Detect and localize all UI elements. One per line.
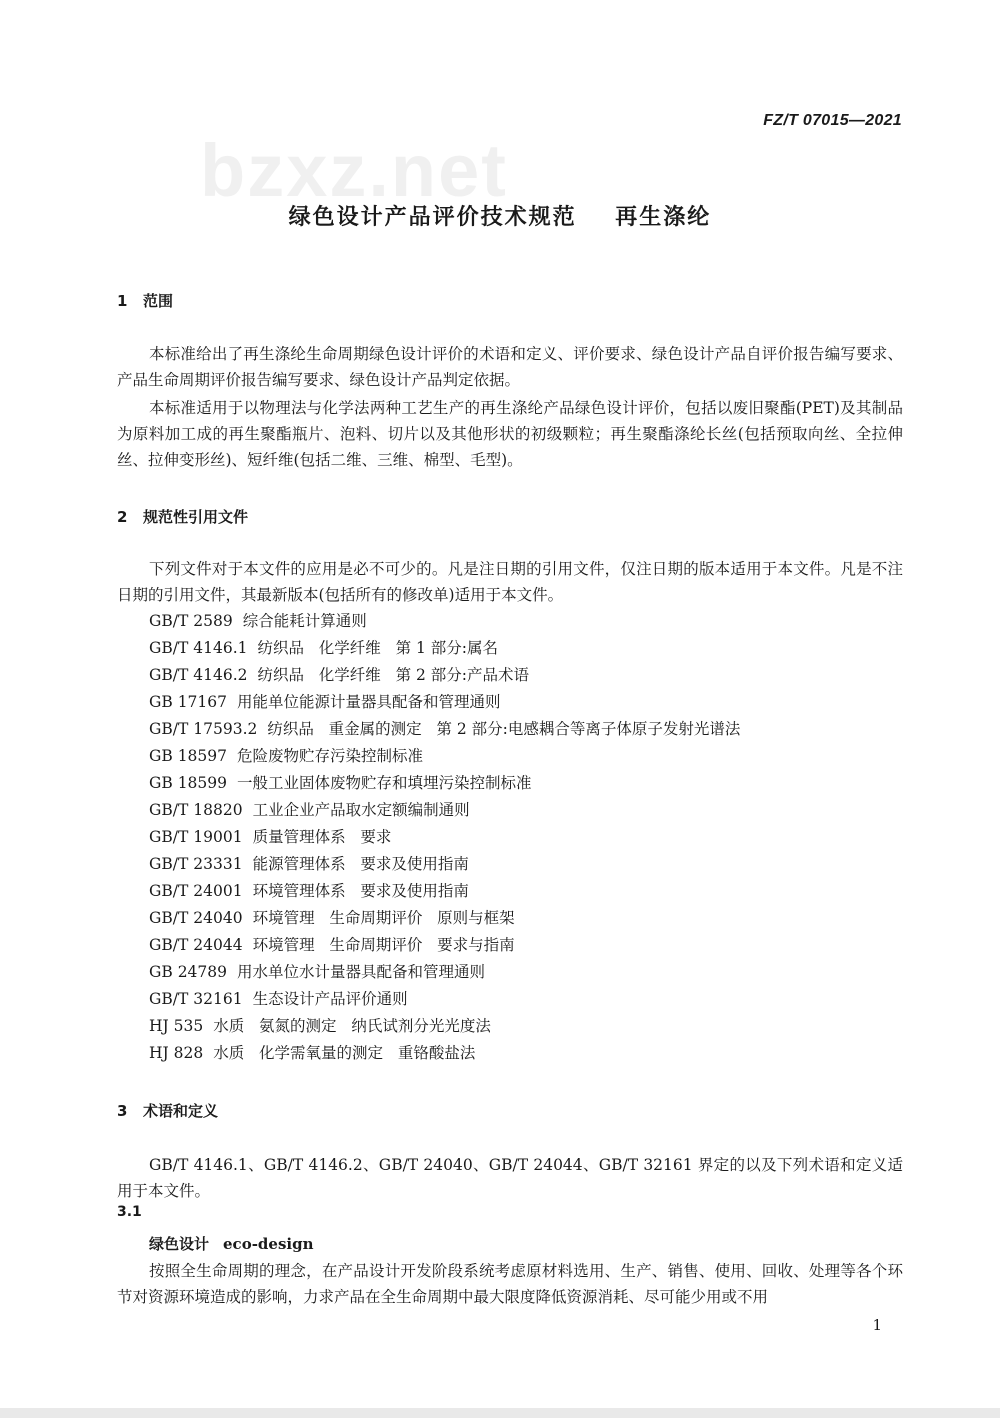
section-3-heading — [117, 1100, 218, 1121]
section-title: 术语和定义 — [143, 1102, 219, 1120]
reference-code: GB/T 19001 — [149, 828, 243, 846]
reference-code: GB/T 32161 — [149, 990, 243, 1008]
reference-code: GB/T 4146.1 — [149, 639, 248, 657]
reference-code: GB/T 24040 — [149, 909, 243, 927]
reference-code: HJ 828 — [149, 1044, 204, 1062]
reference-code: GB/T 17593.2 — [149, 720, 258, 738]
reference-item — [149, 635, 740, 662]
reference-title: 能源管理体系 要求及使用指南 — [252, 855, 469, 873]
reference-code: GB 18597 — [149, 747, 228, 765]
reference-code: GB/T 18820 — [149, 801, 243, 819]
reference-title: 纺织品 重金属的测定 第 2 部分:电感耦合等离子体原子发射光谱法 — [267, 720, 741, 738]
term-chinese: 绿色设计 — [149, 1235, 210, 1253]
reference-item — [149, 662, 740, 689]
reference-title: 一般工业固体废物贮存和填埋污染控制标准 — [237, 774, 532, 792]
reference-title: 纺织品 化学纤维 第 1 部分:属名 — [257, 639, 499, 657]
reference-item — [149, 905, 740, 932]
reference-title: 环境管理 生命周期评价 原则与框架 — [252, 909, 515, 927]
reference-title: 环境管理 生命周期评价 要求与指南 — [252, 936, 515, 954]
reference-code: GB/T 2589 — [149, 612, 233, 630]
reference-title: 水质 化学需氧量的测定 重铬酸盐法 — [213, 1044, 476, 1062]
reference-title: 用水单位水计量器具配备和管理通则 — [237, 963, 486, 981]
reference-title: 工业企业产品取水定额编制通则 — [252, 801, 470, 819]
reference-code: GB/T 4146.2 — [149, 666, 248, 684]
standard-code: FZ/T 07015—2021 — [763, 112, 902, 129]
term-definition: 按照全生命周期的理念，在产品设计开发阶段系统考虑原材料选用、生产、销售、使用、回收、处理等各个环节对资源环境造成的影响，力求产品在全生命周期中最大限度降低资源消耗、尽可能少用或不用 — [117, 1262, 903, 1306]
reference-item — [149, 986, 740, 1013]
reference-title: 用能单位能源计量器具配备和管理通则 — [237, 693, 501, 711]
section-number: 1 — [117, 292, 128, 310]
reference-code: GB 24789 — [149, 963, 228, 981]
reference-title: 生态设计产品评价通则 — [252, 990, 408, 1008]
section-2-heading — [117, 506, 248, 527]
reference-item — [149, 770, 740, 797]
reference-item — [149, 1013, 740, 1040]
document-title: 绿色设计产品评价技术规范 再生涤纶 — [288, 205, 712, 230]
reference-item — [149, 851, 740, 878]
reference-code: HJ 535 — [149, 1017, 204, 1035]
reference-item — [149, 824, 740, 851]
section-1-heading — [117, 290, 173, 311]
reference-title: 纺织品 化学纤维 第 2 部分:产品术语 — [257, 666, 530, 684]
reference-code: GB 17167 — [149, 693, 228, 711]
reference-title: 综合能耗计算通则 — [242, 612, 367, 630]
reference-item — [149, 716, 740, 743]
reference-code: GB/T 23331 — [149, 855, 243, 873]
reference-title: 危险废物贮存污染控制标准 — [237, 747, 424, 765]
page-number: 1 — [872, 1316, 882, 1334]
reference-item — [149, 959, 740, 986]
section-title: 范围 — [143, 292, 174, 310]
reference-item — [149, 1040, 740, 1067]
normative-references-list — [149, 608, 740, 1067]
reference-item — [149, 743, 740, 770]
section-1-paragraph: 本标准适用于以物理法与化学法两种工艺生产的再生涤纶产品绿色设计评价，包括以废旧聚酯(PET)及其制品为原料加工成的再生聚酯瓶片、泡料、切片以及其他形状的初级颗粒；再生聚酯涤纶长丝(包括预取向丝、全拉伸丝、拉伸变形丝)、短纤维(包括二维、三维、棉型、毛型)。 — [117, 399, 903, 469]
section-title: 规范性引用文件 — [143, 508, 249, 526]
section-3-intro: GB/T 4146.1、GB/T 4146.2、GB/T 24040、GB/T 24044、GB/T 32161 界定的以及下列术语和定义适用于本文件。 — [117, 1156, 903, 1200]
reference-code: GB/T 24044 — [149, 936, 243, 954]
reference-code: GB 18599 — [149, 774, 228, 792]
section-1-paragraph: 本标准给出了再生涤纶生命周期绿色设计评价的术语和定义、评价要求、绿色设计产品自评价报告编写要求、产品生命周期评价报告编写要求、绿色设计产品判定依据。 — [117, 345, 903, 389]
term-english: eco-design — [223, 1235, 314, 1253]
term-entry — [149, 1233, 314, 1254]
reference-item — [149, 608, 740, 635]
section-number: 2 — [117, 508, 128, 526]
clause-number: 3.1 — [117, 1204, 142, 1220]
section-2-intro: 下列文件对于本文件的应用是必不可少的。凡是注日期的引用文件，仅注日期的版本适用于本文件。凡是不注日期的引用文件，其最新版本(包括所有的修改单)适用于本文件。 — [117, 560, 903, 604]
reference-title: 质量管理体系 要求 — [252, 828, 392, 846]
section-number: 3 — [117, 1102, 128, 1120]
reference-item — [149, 689, 740, 716]
reference-item — [149, 797, 740, 824]
watermark: bzxz.net — [200, 129, 508, 212]
reference-item — [149, 878, 740, 905]
reference-title: 环境管理体系 要求及使用指南 — [252, 882, 469, 900]
reference-code: GB/T 24001 — [149, 882, 243, 900]
reference-title: 水质 氨氮的测定 纳氏试剂分光光度法 — [213, 1017, 491, 1035]
reference-item — [149, 932, 740, 959]
